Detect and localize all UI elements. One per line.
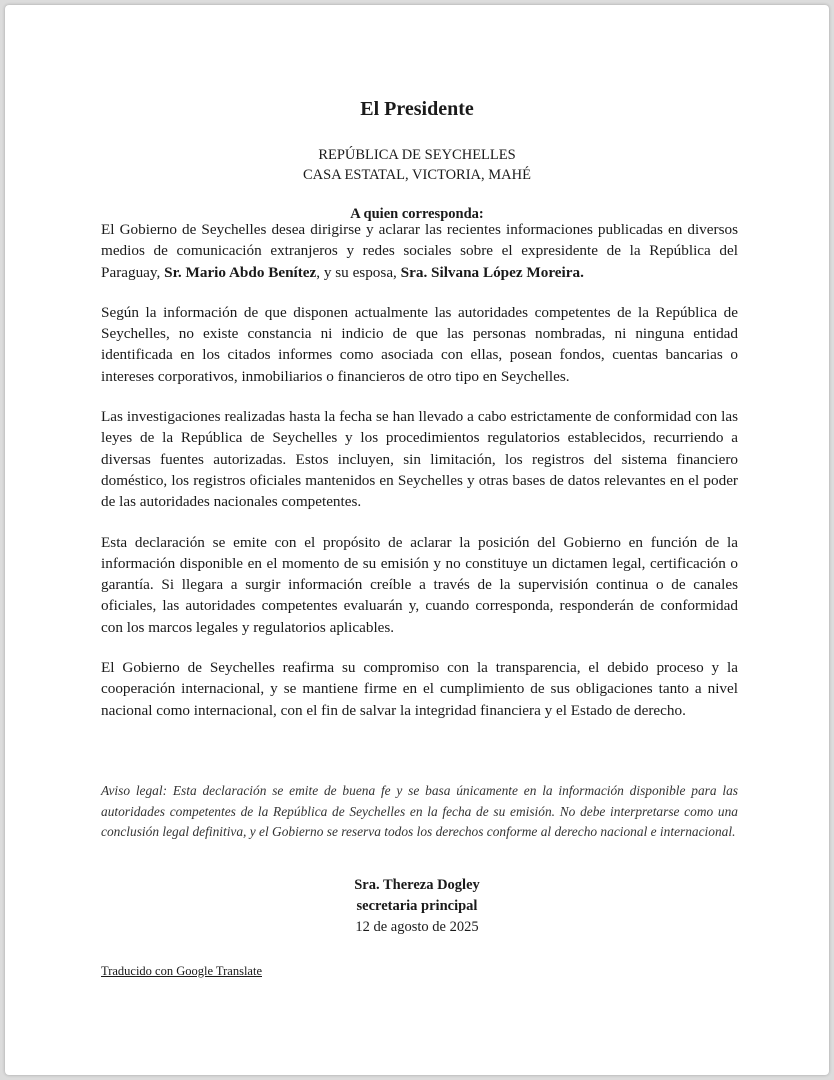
body-text xyxy=(101,219,738,721)
paragraph-1-text-b: , y su esposa, xyxy=(316,263,401,281)
person-name-1: Sr. Mario Abdo Benítez xyxy=(164,263,317,281)
paragraph-2: Según la información de que disponen actualmente las autoridades competentes de la República de Seychelles, no existe constancia ni indicio de que las personas nombradas, ni ninguna entidad identificada en los citados informes como asociada con ellas, posean fondos, cuentas bancarias o intereses corporativos, inmobiliarios o financieros de otro tipo en Seychelles. xyxy=(101,303,738,385)
person-name-2: Sra. Silvana López Moreira. xyxy=(400,263,584,281)
legal-disclaimer: Aviso legal: Esta declaración se emite de buena fe y se basa únicamente en la información disponible para las autoridades competentes de la República de Seychelles en la fecha de su emisión. No debe interpretarse como una conclusión legal definitiva, y el Gobierno se reserva todos los derechos conforme al derecho nacional e internacional. xyxy=(101,783,738,839)
document-title: El Presidente xyxy=(360,98,474,120)
paragraph-4: Esta declaración se emite con el propósito de aclarar la posición del Gobierno en función de la información disponible en el momento de su emisión y no constituye un dictamen legal, certificación o garantía. Si llegara a surgir información creíble a través de la supervisión continua o de canales oficiales, las autoridades competentes evaluarán y, cuando corresponda, responderán de conformidad con los marcos legales y regulatorios aplicables. xyxy=(101,533,738,636)
paragraph-3: Las investigaciones realizadas hasta la fecha se han llevado a cabo estrictamente de conformidad con las leyes de la República de Seychelles y los procedimientos regulatorios establecidos, recurriendo a diversas fuentes autorizadas. Estos incluyen, sin limitación, los registros del sistema financiero doméstico, los registros oficiales mantenidos en Seychelles y otras bases de datos relevantes en el poder de las autoridades nacionales competentes. xyxy=(101,408,738,511)
header-country: REPÚBLICA DE SEYCHELLES xyxy=(318,147,516,163)
translation-note: Traducido con Google Translate xyxy=(101,964,262,978)
signatory-name: Sra. Thereza Dogley xyxy=(354,877,480,893)
signature-date: 12 de agosto de 2025 xyxy=(355,919,479,935)
salutation: A quien corresponda: xyxy=(350,206,484,222)
header-address: CASA ESTATAL, VICTORIA, MAHÉ xyxy=(303,167,531,183)
paragraph-5: El Gobierno de Seychelles reafirma su compromiso con la transparencia, el debido proceso y la cooperación internacional, y se mantiene firme en el cumplimiento de sus obligaciones tanto a nivel nacional como internacional, con el fin de salvar la integridad financiera y el Estado de derecho. xyxy=(101,659,738,719)
signatory-role: secretaria principal xyxy=(356,898,478,914)
document-page xyxy=(5,5,829,1075)
paragraph-1 xyxy=(101,219,738,283)
paragraph-1-text-a: El Gobierno de Seychelles desea dirigirse y aclarar las recientes informaciones publicadas en diversos medios de comunicación extranjeros y redes sociales sobre el expresidente de la República del Paraguay, xyxy=(101,221,738,281)
